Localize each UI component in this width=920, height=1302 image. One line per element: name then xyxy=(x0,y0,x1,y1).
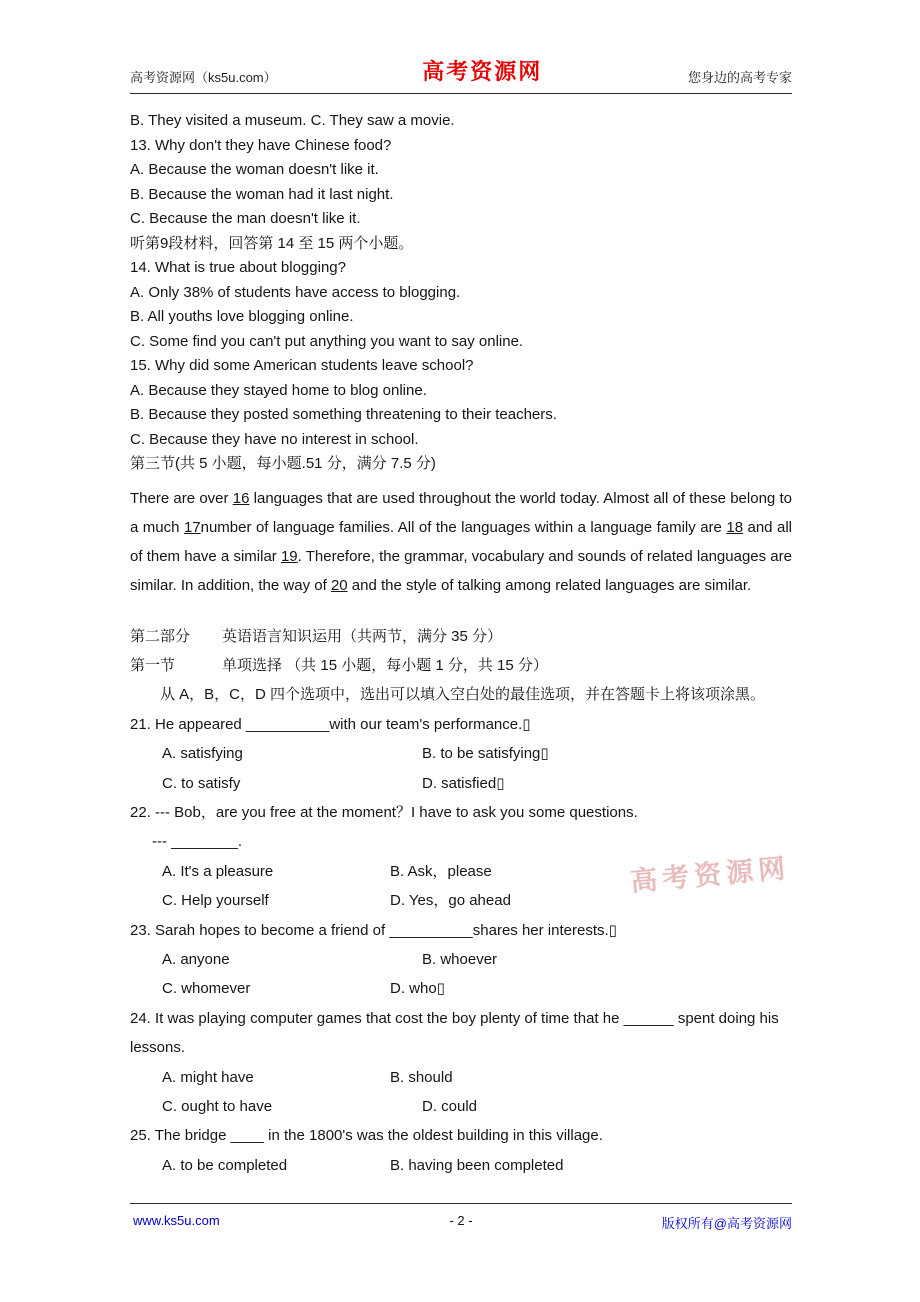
cloze-text: and all of them have a similar xyxy=(130,518,792,565)
cloze-blank-19: 19 xyxy=(280,547,298,565)
text-line: A. Only 38% of students have access to blogging. xyxy=(130,283,461,301)
page-footer xyxy=(130,1203,792,1231)
document-body xyxy=(130,55,792,1180)
option-label: D. satisfied▯ xyxy=(422,774,505,792)
listening-section xyxy=(130,109,792,477)
cloze-blank-18: 18 xyxy=(726,518,744,536)
text-line: A. Because they stayed home to blog online. xyxy=(130,381,427,399)
text-line: 14. What is true about blogging? xyxy=(130,259,346,276)
option-label: A. might have xyxy=(162,1068,254,1086)
option-row xyxy=(130,857,792,886)
option-row xyxy=(130,739,792,768)
text-line: 听第9段材料，回答第 14 至 15 两个小题。 xyxy=(130,234,414,252)
question-stem: 22. --- Bob，are you free at the moment？I have to ask you some questions. xyxy=(130,803,638,821)
option-label: B. should xyxy=(390,1068,453,1086)
text-line: C. Some find you can't put anything you want to say online. xyxy=(130,332,524,350)
section3-heading: 第三节(共 5 小题，每小题.51 分，满分 7.5 分) xyxy=(130,455,436,472)
option-label: C. Help yourself xyxy=(162,892,269,910)
subsection-label: 第一节 xyxy=(130,656,176,674)
subsection-text: 单项选择 （共 15 小题，每小题 1 分，共 15 分） xyxy=(222,656,548,674)
page-header xyxy=(130,55,792,94)
option-row xyxy=(130,769,792,798)
text-line: B. They visited a museum. C. They saw a movie. xyxy=(130,112,455,129)
instructions-text: 从 A，B，C，D 四个选项中，选出可以填入空白处的最佳选项，并在答题卡上将该项涂黑。 xyxy=(160,686,766,704)
part2-subsection-heading xyxy=(130,651,792,680)
text-line: C. Because the man doesn't like it. xyxy=(130,210,361,227)
question-21 xyxy=(130,710,792,798)
option-row xyxy=(130,1063,792,1092)
option-label: D. could xyxy=(422,1098,478,1115)
option-row xyxy=(130,1092,792,1121)
option-label: A. to be completed xyxy=(162,1156,288,1174)
cloze-passage xyxy=(130,484,792,600)
option-label: B. whoever xyxy=(422,950,498,968)
option-row xyxy=(130,945,792,974)
option-label: C. whomever xyxy=(162,980,251,998)
option-row xyxy=(130,974,792,1003)
text-line: 15. Why did some American students leave school? xyxy=(130,357,474,374)
question-25 xyxy=(130,1121,792,1180)
cloze-blank-17: 17 xyxy=(183,518,201,536)
option-label: D. Yes，go ahead xyxy=(390,892,511,910)
cloze-text: There are over xyxy=(130,489,233,507)
text-line: B. Because the woman had it last night. xyxy=(130,185,394,203)
cloze-text: . Therefore, the grammar, vocabulary and sounds of related languages are similar. In addition, the way of xyxy=(130,547,792,594)
question-22 xyxy=(130,798,792,916)
cloze-text: and the style of talking among related languages are similar. xyxy=(347,576,752,594)
option-label: A. anyone xyxy=(162,950,230,968)
site-logo: 高考资源网 xyxy=(422,59,543,85)
text-line: B. Because they posted something threatening to their teachers. xyxy=(130,406,557,423)
option-label: A. It's a pleasure xyxy=(162,862,274,880)
watermark-text: 高考资源网 xyxy=(629,853,792,898)
part2-section xyxy=(130,622,792,1181)
text-line: B. All youths love blogging online. xyxy=(130,308,354,325)
question-stem: 21. He appeared __________with our team's performance.▯ xyxy=(130,715,531,733)
question-stem: 25. The bridge ____ in the 1800's was the oldest building in this village. xyxy=(130,1127,603,1145)
cloze-blank-16: 16 xyxy=(232,489,250,507)
site-slogan: 您身边的高考专家 xyxy=(687,70,792,85)
site-name-text: 高考资源网（ks5u.com） xyxy=(130,70,277,85)
question-24 xyxy=(130,1004,792,1122)
option-label: B. having been completed xyxy=(390,1156,564,1174)
question-stem: 23. Sarah hopes to become a friend of __________shares her interests.▯ xyxy=(130,921,617,939)
part2-heading xyxy=(130,622,792,651)
option-row xyxy=(130,886,792,915)
cloze-text: languages that are used throughout the world today. Almost all of these belong to a much xyxy=(130,489,792,536)
cloze-text: number of language families. All of the languages within a language family are xyxy=(200,518,727,536)
option-label: B. Ask，please xyxy=(390,862,492,880)
cloze-blank-20: 20 xyxy=(330,576,348,594)
footer-copyright-link[interactable]: 版权所有@高考资源网 xyxy=(661,1216,792,1231)
question-stem: 24. It was playing computer games that cost the boy plenty of time that he ______ spent doing his lessons. xyxy=(130,1009,779,1057)
text-line: 13. Why don't they have Chinese food? xyxy=(130,136,392,154)
part2-heading-text: 英语语言知识运用（共两节，满分 35 分） xyxy=(222,627,503,645)
page-number: - 2 - xyxy=(449,1213,473,1228)
option-label: A. satisfying xyxy=(162,745,243,763)
option-label: B. to be satisfying▯ xyxy=(422,745,549,763)
option-label: D. who▯ xyxy=(390,980,445,998)
option-label: C. to satisfy xyxy=(162,774,241,792)
text-line: C. Because they have no interest in school. xyxy=(130,430,419,448)
text-line: A. Because the woman doesn't like it. xyxy=(130,161,379,178)
option-row xyxy=(130,1151,792,1180)
question-23 xyxy=(130,916,792,1004)
question-stem-reply: --- ________. xyxy=(152,833,243,851)
footer-site-link[interactable]: www.ks5u.com xyxy=(133,1213,220,1228)
part2-heading-label: 第二部分 xyxy=(130,627,191,645)
option-label: C. ought to have xyxy=(162,1098,273,1115)
